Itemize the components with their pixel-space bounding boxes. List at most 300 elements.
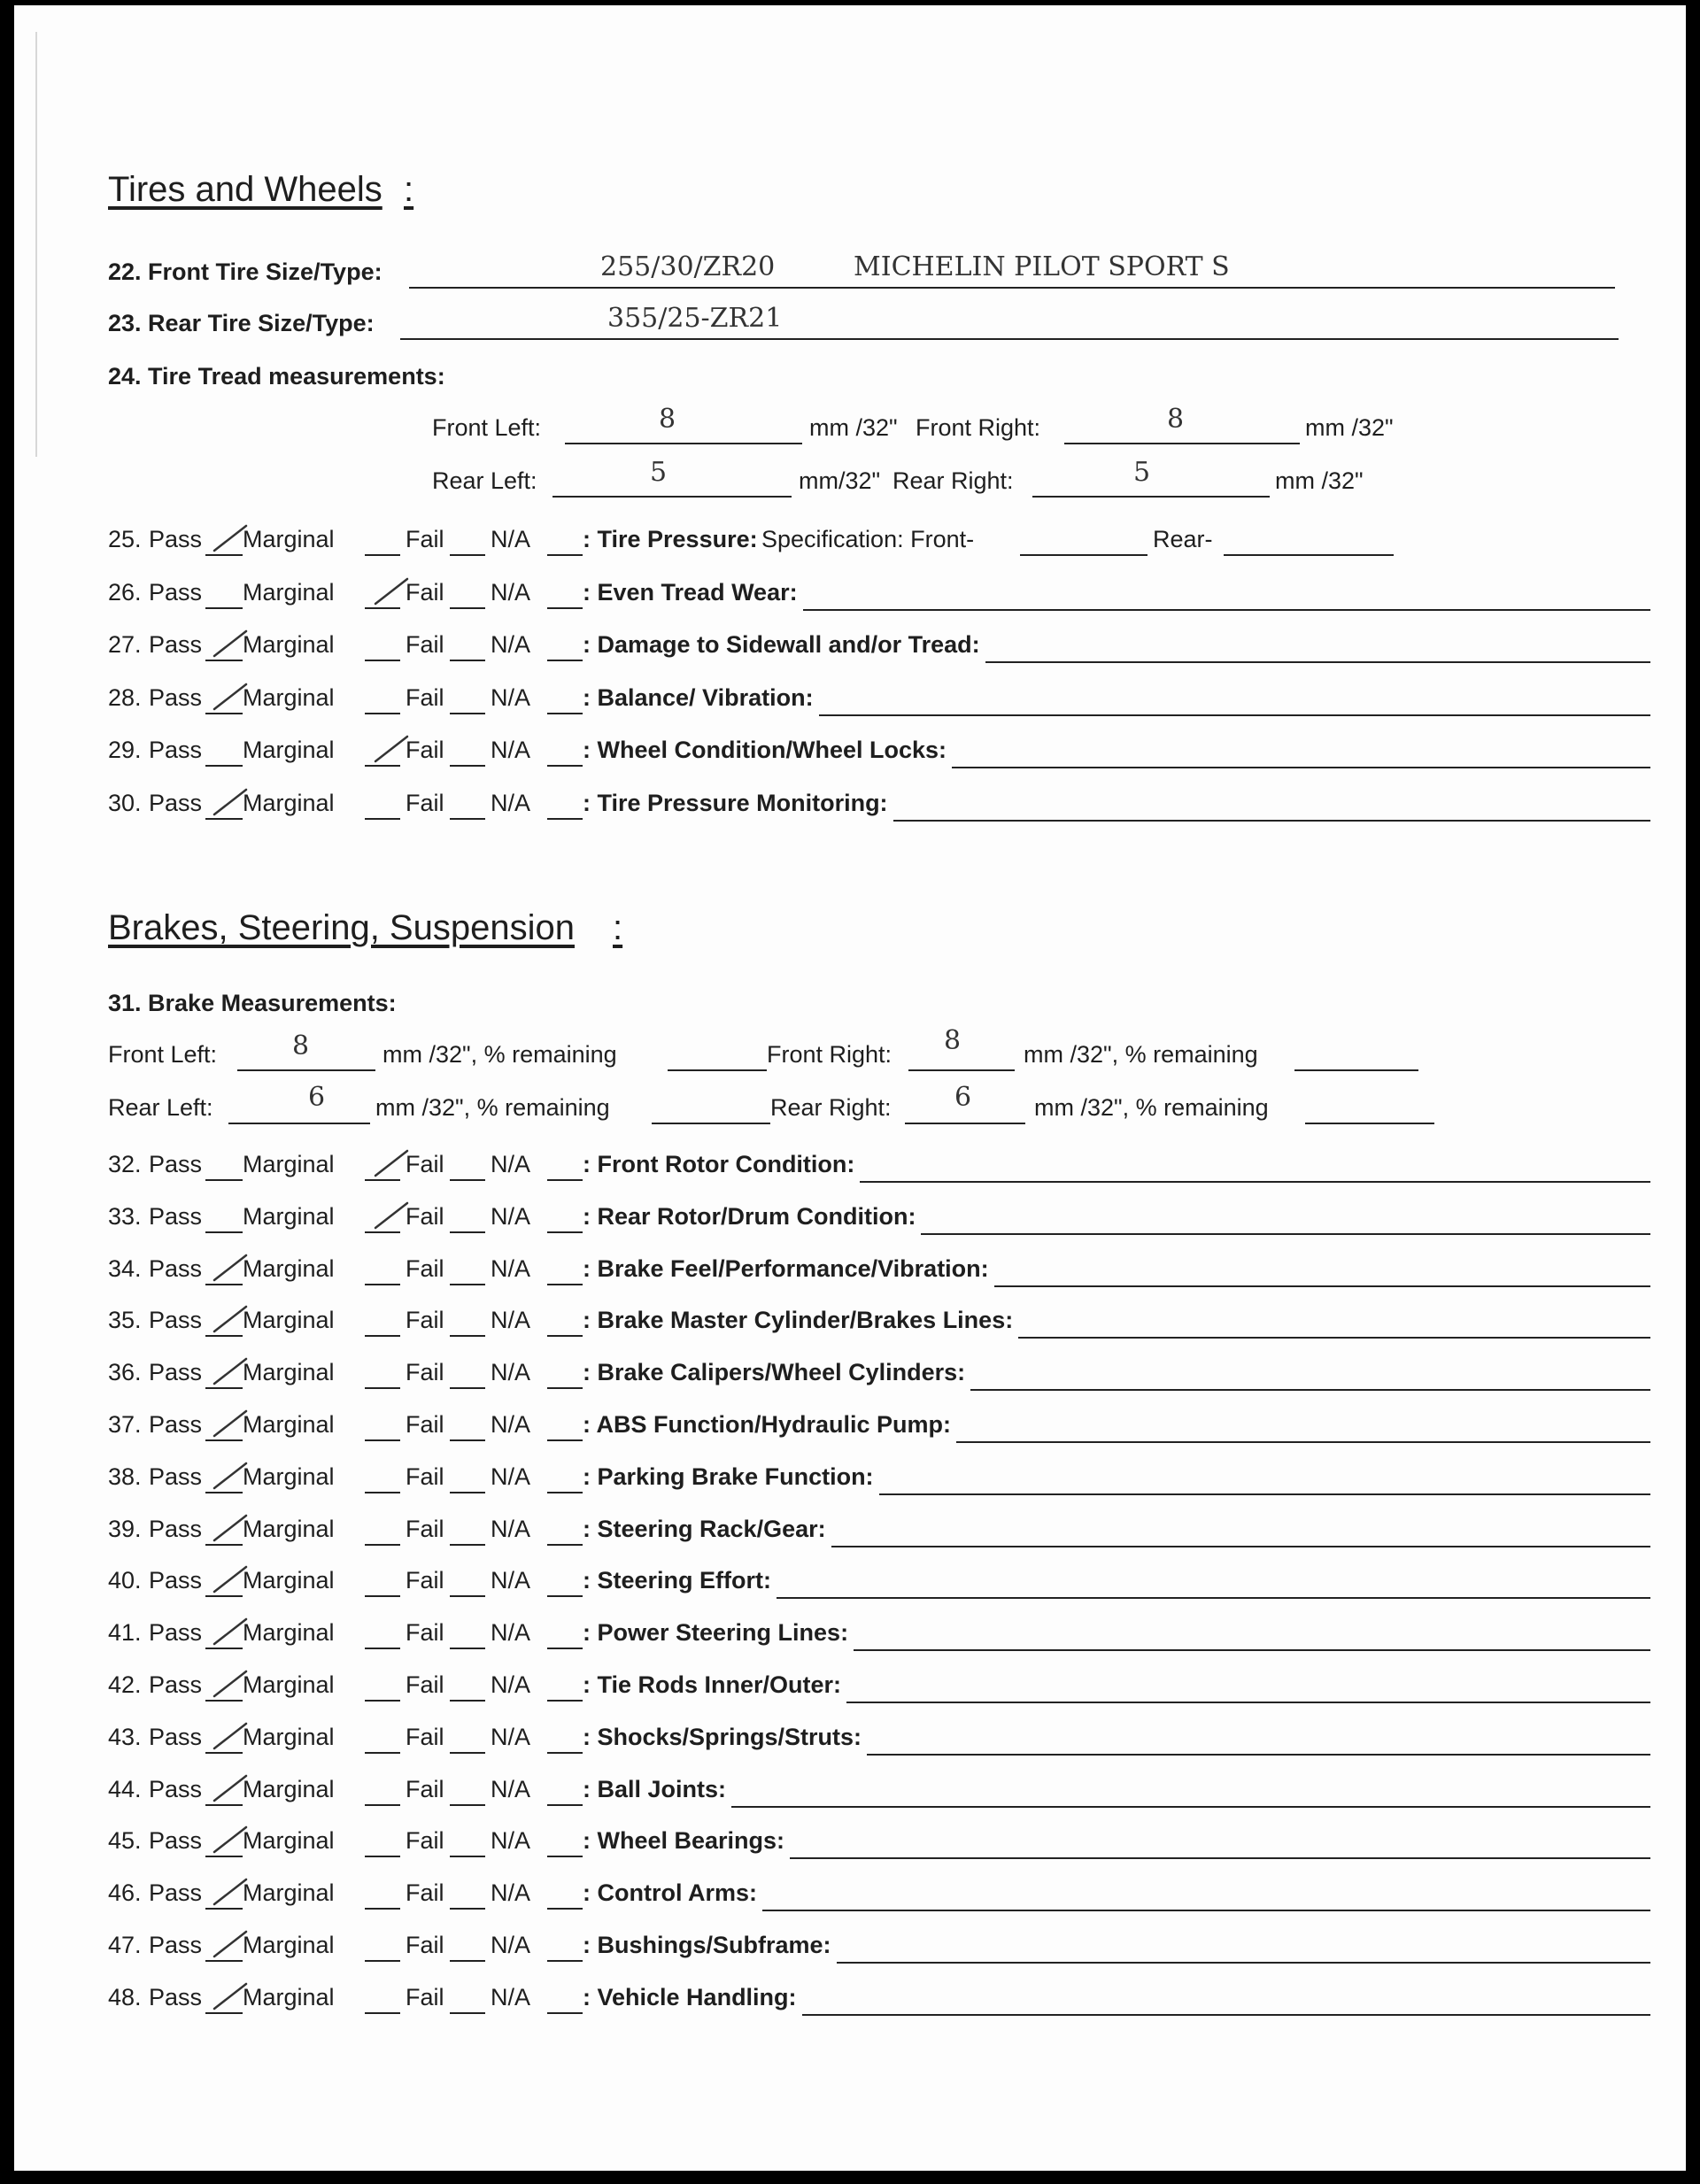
pass-label: Pass xyxy=(149,1307,203,1334)
checkmark-icon xyxy=(211,1408,253,1439)
item-number: 42. xyxy=(108,1671,142,1698)
item-notes-field[interactable] xyxy=(854,1649,1650,1651)
item-label: : Wheel Condition/Wheel Locks: xyxy=(583,737,947,764)
na-label: N/A xyxy=(491,1983,531,2010)
marginal-label: Marginal xyxy=(243,683,335,711)
pass-label: Pass xyxy=(149,1879,203,1907)
checklist-row xyxy=(108,1347,1650,1389)
tread-front-right-label: Front Right: xyxy=(916,414,1041,441)
pass-label: Pass xyxy=(149,1619,203,1647)
pass-blank[interactable] xyxy=(205,1335,243,1337)
item-notes-field[interactable] xyxy=(952,767,1650,768)
checkmark-icon xyxy=(211,786,253,818)
item-notes-field[interactable] xyxy=(994,1285,1650,1287)
item-label: : Even Tread Wear: xyxy=(583,578,798,606)
item-label: : Rear Rotor/Drum Condition: xyxy=(583,1202,916,1230)
checklist-row xyxy=(108,724,1650,767)
item-label: : Steering Effort: xyxy=(583,1567,771,1594)
tread-rear-right-value: 5 xyxy=(1133,457,1151,488)
item-notes-field[interactable] xyxy=(831,1546,1650,1547)
checklist-row xyxy=(108,1138,1650,1181)
na-label: N/A xyxy=(491,1307,531,1334)
item-notes-field[interactable] xyxy=(731,1806,1650,1808)
item-number: 45. xyxy=(108,1827,142,1855)
na-label: N/A xyxy=(491,1411,531,1438)
pass-blank[interactable] xyxy=(205,1595,243,1597)
marginal-blank[interactable] xyxy=(365,1752,400,1754)
tread-rear-left-value: 5 xyxy=(650,457,668,488)
marginal-blank[interactable] xyxy=(365,1648,400,1649)
na-label: N/A xyxy=(491,578,531,606)
na-blank[interactable] xyxy=(547,1335,583,1337)
marginal-label: Marginal xyxy=(243,631,335,659)
brake-front-right-percent-field[interactable] xyxy=(1294,1069,1418,1071)
marginal-label: Marginal xyxy=(243,1827,335,1855)
checklist-row xyxy=(108,1711,1650,1754)
na-blank[interactable] xyxy=(547,1648,583,1649)
brake-front-left-unit: mm /32", % remaining xyxy=(382,1041,617,1068)
checkmark-icon xyxy=(211,1928,253,1960)
na-blank[interactable] xyxy=(547,1752,583,1754)
checkmark-icon xyxy=(211,1563,253,1595)
marginal-label: Marginal xyxy=(243,790,335,816)
na-blank[interactable] xyxy=(547,1908,583,1910)
pass-blank[interactable] xyxy=(205,1960,243,1962)
pass-blank[interactable] xyxy=(205,1179,243,1181)
pass-blank[interactable] xyxy=(205,1856,243,1857)
item-number: 36. xyxy=(108,1359,142,1386)
checklist-row xyxy=(108,1919,1650,1962)
fail-label: Fail xyxy=(406,1202,444,1230)
na-blank[interactable] xyxy=(547,1856,583,1857)
pressure-spec-rear-field[interactable] xyxy=(1224,554,1394,556)
item-number: 39. xyxy=(108,1515,142,1542)
marginal-blank[interactable] xyxy=(365,1335,400,1337)
item-notes-field[interactable] xyxy=(985,661,1650,663)
fail-blank[interactable] xyxy=(450,1752,485,1754)
fail-label: Fail xyxy=(406,1932,444,1958)
na-label: N/A xyxy=(491,1827,531,1855)
item-notes-field[interactable] xyxy=(819,714,1650,716)
item-23-field[interactable] xyxy=(400,338,1619,340)
marginal-blank[interactable] xyxy=(365,1856,400,1857)
na-blank[interactable] xyxy=(547,660,583,661)
tread-rear-left-label: Rear Left: xyxy=(432,467,537,494)
item-notes-field[interactable] xyxy=(837,1962,1650,1964)
checkmark-icon xyxy=(211,1252,253,1284)
checkmark-icon xyxy=(211,1824,253,1856)
section-title-brakes: Brakes, Steering, Suspension xyxy=(108,908,575,947)
checklist-row xyxy=(108,777,1650,820)
fail-label: Fail xyxy=(406,526,444,552)
fail-label: Fail xyxy=(406,1462,444,1490)
item-25-spec xyxy=(108,513,1650,556)
pressure-spec-front-label: Specification: Front- xyxy=(761,526,975,552)
pass-label: Pass xyxy=(149,683,203,711)
na-label: N/A xyxy=(491,683,531,711)
na-label: N/A xyxy=(491,1775,531,1802)
marginal-label: Marginal xyxy=(243,526,335,552)
checkmark-icon xyxy=(211,1772,253,1804)
marginal-label: Marginal xyxy=(243,1619,335,1647)
fail-label: Fail xyxy=(406,1671,444,1698)
checkmark-icon xyxy=(211,628,253,660)
item-24-label: 24. Tire Tread measurements: xyxy=(108,363,445,390)
item-number: 37. xyxy=(108,1411,142,1438)
na-blank[interactable] xyxy=(547,1595,583,1597)
pass-blank[interactable] xyxy=(205,2012,243,2014)
fail-label: Fail xyxy=(406,1983,444,2010)
brake-rear-right-percent-field[interactable] xyxy=(1305,1123,1434,1124)
item-notes-field[interactable] xyxy=(846,1702,1650,1703)
checklist-row xyxy=(108,1972,1650,2014)
na-blank[interactable] xyxy=(547,2012,583,2014)
checkmark-icon xyxy=(211,681,253,713)
marginal-blank[interactable] xyxy=(365,765,400,767)
marginal-label: Marginal xyxy=(243,1202,335,1230)
item-label: : Tire Pressure: xyxy=(583,526,758,552)
checkmark-icon xyxy=(211,1512,253,1544)
na-label: N/A xyxy=(491,1151,531,1177)
item-number: 32. xyxy=(108,1151,142,1177)
item-notes-field[interactable] xyxy=(790,1857,1650,1859)
brake-front-right-unit: mm /32", % remaining xyxy=(1024,1041,1258,1068)
fail-blank[interactable] xyxy=(450,660,485,661)
item-label: : Steering Rack/Gear: xyxy=(583,1515,826,1542)
marginal-blank[interactable] xyxy=(365,1908,400,1910)
brake-front-left-value: 8 xyxy=(292,1030,310,1061)
item-23-row xyxy=(108,303,1650,345)
item-22-type-value: MICHELIN PILOT SPORT S xyxy=(854,251,1230,282)
pass-blank[interactable] xyxy=(205,1439,243,1441)
item-notes-field[interactable] xyxy=(762,1910,1650,1911)
na-label: N/A xyxy=(491,1515,531,1542)
inspection-form-page xyxy=(14,5,1686,2171)
fail-blank[interactable] xyxy=(450,765,485,767)
brake-rear-left-label: Rear Left: xyxy=(108,1094,213,1121)
fail-blank[interactable] xyxy=(450,818,485,820)
brake-rear-right-label: Rear Right: xyxy=(770,1094,892,1121)
pass-blank[interactable] xyxy=(205,607,243,609)
item-number: 43. xyxy=(108,1723,142,1750)
fail-label: Fail xyxy=(406,683,444,711)
checklist-row xyxy=(108,1294,1650,1337)
na-blank[interactable] xyxy=(547,1439,583,1441)
fail-blank[interactable] xyxy=(450,1492,485,1493)
marginal-blank[interactable] xyxy=(365,818,400,820)
na-label: N/A xyxy=(491,790,531,816)
pressure-spec-front-field[interactable] xyxy=(1020,554,1148,556)
checkmark-icon xyxy=(372,575,414,607)
marginal-blank[interactable] xyxy=(365,1700,400,1702)
tread-front-right-field[interactable] xyxy=(1064,443,1300,444)
pressure-spec-rear-label: Rear- xyxy=(1153,526,1213,552)
checklist-row xyxy=(108,1191,1650,1233)
tread-front-right-unit: mm /32" xyxy=(1305,414,1394,441)
fail-blank[interactable] xyxy=(450,1960,485,1962)
marginal-blank[interactable] xyxy=(365,1544,400,1546)
pass-blank[interactable] xyxy=(205,1387,243,1389)
marginal-label: Marginal xyxy=(243,1151,335,1177)
fail-blank[interactable] xyxy=(450,1335,485,1337)
checkmark-icon xyxy=(211,1303,253,1335)
marginal-blank[interactable] xyxy=(365,713,400,714)
section-title-colon: : xyxy=(404,170,414,209)
checklist-row xyxy=(108,672,1650,714)
tread-front-left-unit: mm /32" xyxy=(809,414,898,441)
na-blank[interactable] xyxy=(547,1231,583,1233)
pass-blank[interactable] xyxy=(205,713,243,714)
na-label: N/A xyxy=(491,1671,531,1698)
pass-label: Pass xyxy=(149,1775,203,1802)
na-label: N/A xyxy=(491,1619,531,1647)
tread-front-left-field[interactable] xyxy=(565,443,802,444)
fail-blank[interactable] xyxy=(450,1595,485,1597)
pass-blank[interactable] xyxy=(205,1908,243,1910)
fail-label: Fail xyxy=(406,578,444,606)
item-number: 48. xyxy=(108,1983,142,2010)
marginal-blank[interactable] xyxy=(365,1179,400,1181)
fail-label: Fail xyxy=(406,1151,444,1177)
na-blank[interactable] xyxy=(547,1700,583,1702)
pass-blank[interactable] xyxy=(205,1648,243,1649)
fail-blank[interactable] xyxy=(450,1439,485,1441)
na-label: N/A xyxy=(491,526,531,552)
checklist-row xyxy=(108,567,1650,609)
pass-label: Pass xyxy=(149,1671,203,1698)
marginal-blank[interactable] xyxy=(365,1387,400,1389)
pass-label: Pass xyxy=(149,737,203,764)
tread-rear-row xyxy=(108,455,1650,498)
na-blank[interactable] xyxy=(547,1284,583,1285)
pass-label: Pass xyxy=(149,1827,203,1855)
checklist-row xyxy=(108,1399,1650,1441)
fail-blank[interactable] xyxy=(450,1856,485,1857)
marginal-blank[interactable] xyxy=(365,2012,400,2014)
pass-label: Pass xyxy=(149,1411,203,1438)
checkmark-icon xyxy=(211,1355,253,1387)
brake-rear-left-field[interactable] xyxy=(228,1123,370,1124)
tread-rear-left-unit: mm/32" xyxy=(799,467,881,494)
item-number: 38. xyxy=(108,1462,142,1490)
marginal-blank[interactable] xyxy=(365,1231,400,1233)
pass-blank[interactable] xyxy=(205,1752,243,1754)
na-blank[interactable] xyxy=(547,1804,583,1806)
brake-front-left-field[interactable] xyxy=(237,1069,375,1071)
item-label: : Tie Rods Inner/Outer: xyxy=(583,1671,842,1698)
item-label: : Balance/ Vibration: xyxy=(583,683,814,711)
marginal-label: Marginal xyxy=(243,1723,335,1750)
fail-label: Fail xyxy=(406,1254,444,1282)
checkmark-icon xyxy=(372,733,414,765)
checkmark-icon xyxy=(372,1200,414,1231)
item-label: : Damage to Sidewall and/or Tread: xyxy=(583,631,980,659)
fail-label: Fail xyxy=(406,1515,444,1542)
tread-rear-right-unit: mm /32" xyxy=(1275,467,1364,494)
na-label: N/A xyxy=(491,737,531,764)
pass-blank[interactable] xyxy=(205,660,243,661)
na-label: N/A xyxy=(491,1879,531,1907)
tread-front-row xyxy=(108,404,1650,446)
fail-blank[interactable] xyxy=(450,1284,485,1285)
fail-blank[interactable] xyxy=(450,1648,485,1649)
na-blank[interactable] xyxy=(547,1387,583,1389)
item-label: : Wheel Bearings: xyxy=(583,1827,785,1855)
checklist-row xyxy=(108,1867,1650,1910)
fail-label: Fail xyxy=(406,1359,444,1386)
marginal-label: Marginal xyxy=(243,1359,335,1386)
brake-front-left-percent-field[interactable] xyxy=(668,1069,767,1071)
fail-label: Fail xyxy=(406,1411,444,1438)
fail-label: Fail xyxy=(406,1619,444,1647)
item-label: : Power Steering Lines: xyxy=(583,1619,849,1647)
fail-blank[interactable] xyxy=(450,1700,485,1702)
item-notes-field[interactable] xyxy=(921,1233,1650,1235)
na-blank[interactable] xyxy=(547,607,583,609)
item-label: : Ball Joints: xyxy=(583,1775,727,1802)
na-blank[interactable] xyxy=(547,1544,583,1546)
brake-front-right-value: 8 xyxy=(944,1025,962,1056)
brake-rear-right-field[interactable] xyxy=(905,1123,1025,1124)
marginal-label: Marginal xyxy=(243,1307,335,1334)
pass-blank[interactable] xyxy=(205,1231,243,1233)
fail-label: Fail xyxy=(406,1775,444,1802)
checkmark-icon xyxy=(211,1876,253,1908)
section-title-tires: Tires and Wheels xyxy=(108,170,382,209)
na-label: N/A xyxy=(491,1932,531,1958)
item-label: : Bushings/Subframe: xyxy=(583,1932,831,1958)
item-notes-field[interactable] xyxy=(893,820,1650,822)
fail-blank[interactable] xyxy=(450,2012,485,2014)
item-number: 25. xyxy=(108,526,142,552)
pass-label: Pass xyxy=(149,578,203,606)
pass-blank[interactable] xyxy=(205,818,243,820)
marginal-label: Marginal xyxy=(243,1567,335,1594)
na-label: N/A xyxy=(491,1202,531,1230)
brake-front-left-label: Front Left: xyxy=(108,1041,218,1068)
checklist-row xyxy=(108,1763,1650,1806)
marginal-blank[interactable] xyxy=(365,1595,400,1597)
fail-blank[interactable] xyxy=(450,1179,485,1181)
item-label: : ABS Function/Hydraulic Pump: xyxy=(583,1411,952,1438)
item-notes-field[interactable] xyxy=(970,1389,1650,1391)
item-label: : Brake Master Cylinder/Brakes Lines: xyxy=(583,1307,1014,1334)
fail-label: Fail xyxy=(406,631,444,659)
brake-rear-left-percent-field[interactable] xyxy=(652,1123,770,1124)
fail-blank[interactable] xyxy=(450,1231,485,1233)
pass-label: Pass xyxy=(149,1151,203,1177)
item-notes-field[interactable] xyxy=(879,1493,1650,1495)
marginal-blank[interactable] xyxy=(365,1284,400,1285)
item-number: 34. xyxy=(108,1254,142,1282)
marginal-blank[interactable] xyxy=(365,1804,400,1806)
item-label: : Parking Brake Function: xyxy=(583,1462,874,1490)
fail-blank[interactable] xyxy=(450,1387,485,1389)
tread-rear-right-field[interactable] xyxy=(1032,496,1270,498)
fail-blank[interactable] xyxy=(450,713,485,714)
na-label: N/A xyxy=(491,1359,531,1386)
pass-label: Pass xyxy=(149,1567,203,1594)
brake-rear-right-value: 6 xyxy=(954,1082,972,1113)
brake-front-right-field[interactable] xyxy=(908,1069,1015,1071)
item-notes-field[interactable] xyxy=(860,1181,1650,1183)
marginal-blank[interactable] xyxy=(365,1439,400,1441)
fail-blank[interactable] xyxy=(450,607,485,609)
item-label: : Vehicle Handling: xyxy=(583,1983,797,2010)
na-blank[interactable] xyxy=(547,818,583,820)
checklist-row xyxy=(108,1815,1650,1857)
pass-blank[interactable] xyxy=(205,765,243,767)
item-label: : Front Rotor Condition: xyxy=(583,1151,855,1177)
checkmark-icon xyxy=(211,1616,253,1648)
pass-blank[interactable] xyxy=(205,1492,243,1493)
checklist-row xyxy=(108,1659,1650,1702)
item-notes-field[interactable] xyxy=(802,2014,1650,2016)
item-number: 27. xyxy=(108,631,142,659)
item-number: 46. xyxy=(108,1879,142,1907)
marginal-blank[interactable] xyxy=(365,1960,400,1962)
item-notes-field[interactable] xyxy=(1018,1337,1650,1339)
checklist-row xyxy=(108,1555,1650,1597)
marginal-label: Marginal xyxy=(243,737,335,764)
na-blank[interactable] xyxy=(547,713,583,714)
fail-blank[interactable] xyxy=(450,1908,485,1910)
checklist-row xyxy=(108,619,1650,661)
item-number: 47. xyxy=(108,1932,142,1958)
item-22-size-value: 255/30/ZR20 xyxy=(600,251,776,282)
item-notes-field[interactable] xyxy=(867,1754,1650,1756)
marginal-label: Marginal xyxy=(243,1254,335,1282)
brake-front-row xyxy=(108,1025,1650,1073)
fail-blank[interactable] xyxy=(450,1804,485,1806)
pass-label: Pass xyxy=(149,1723,203,1750)
na-blank[interactable] xyxy=(547,765,583,767)
pass-label: Pass xyxy=(149,790,203,816)
item-notes-field[interactable] xyxy=(777,1597,1650,1599)
brake-rear-right-unit: mm /32", % remaining xyxy=(1034,1094,1269,1121)
marginal-label: Marginal xyxy=(243,1775,335,1802)
marginal-blank[interactable] xyxy=(365,1492,400,1493)
tread-rear-left-field[interactable] xyxy=(552,496,792,498)
checklist-row xyxy=(108,1451,1650,1493)
na-label: N/A xyxy=(491,1567,531,1594)
fail-label: Fail xyxy=(406,1827,444,1855)
fail-label: Fail xyxy=(406,737,444,764)
brake-rear-row xyxy=(108,1082,1650,1124)
item-notes-field[interactable] xyxy=(956,1441,1650,1443)
fail-label: Fail xyxy=(406,1879,444,1907)
item-number: 33. xyxy=(108,1202,142,1230)
na-label: N/A xyxy=(491,1254,531,1282)
pass-blank[interactable] xyxy=(205,1700,243,1702)
item-notes-field[interactable] xyxy=(803,609,1650,611)
item-number: 44. xyxy=(108,1775,142,1802)
item-number: 30. xyxy=(108,790,142,816)
marginal-label: Marginal xyxy=(243,1515,335,1542)
na-blank[interactable] xyxy=(547,1492,583,1493)
item-22-label: 22. Front Tire Size/Type: xyxy=(108,259,382,285)
fail-blank[interactable] xyxy=(450,1544,485,1546)
na-blank[interactable] xyxy=(547,1960,583,1962)
pass-label: Pass xyxy=(149,1932,203,1958)
item-22-row xyxy=(108,251,1650,294)
checklist-row xyxy=(108,1607,1650,1649)
marginal-blank[interactable] xyxy=(365,660,400,661)
na-blank[interactable] xyxy=(547,1179,583,1181)
tread-front-right-value: 8 xyxy=(1167,404,1185,435)
item-22-field[interactable] xyxy=(409,287,1615,289)
pass-label: Pass xyxy=(149,1462,203,1490)
